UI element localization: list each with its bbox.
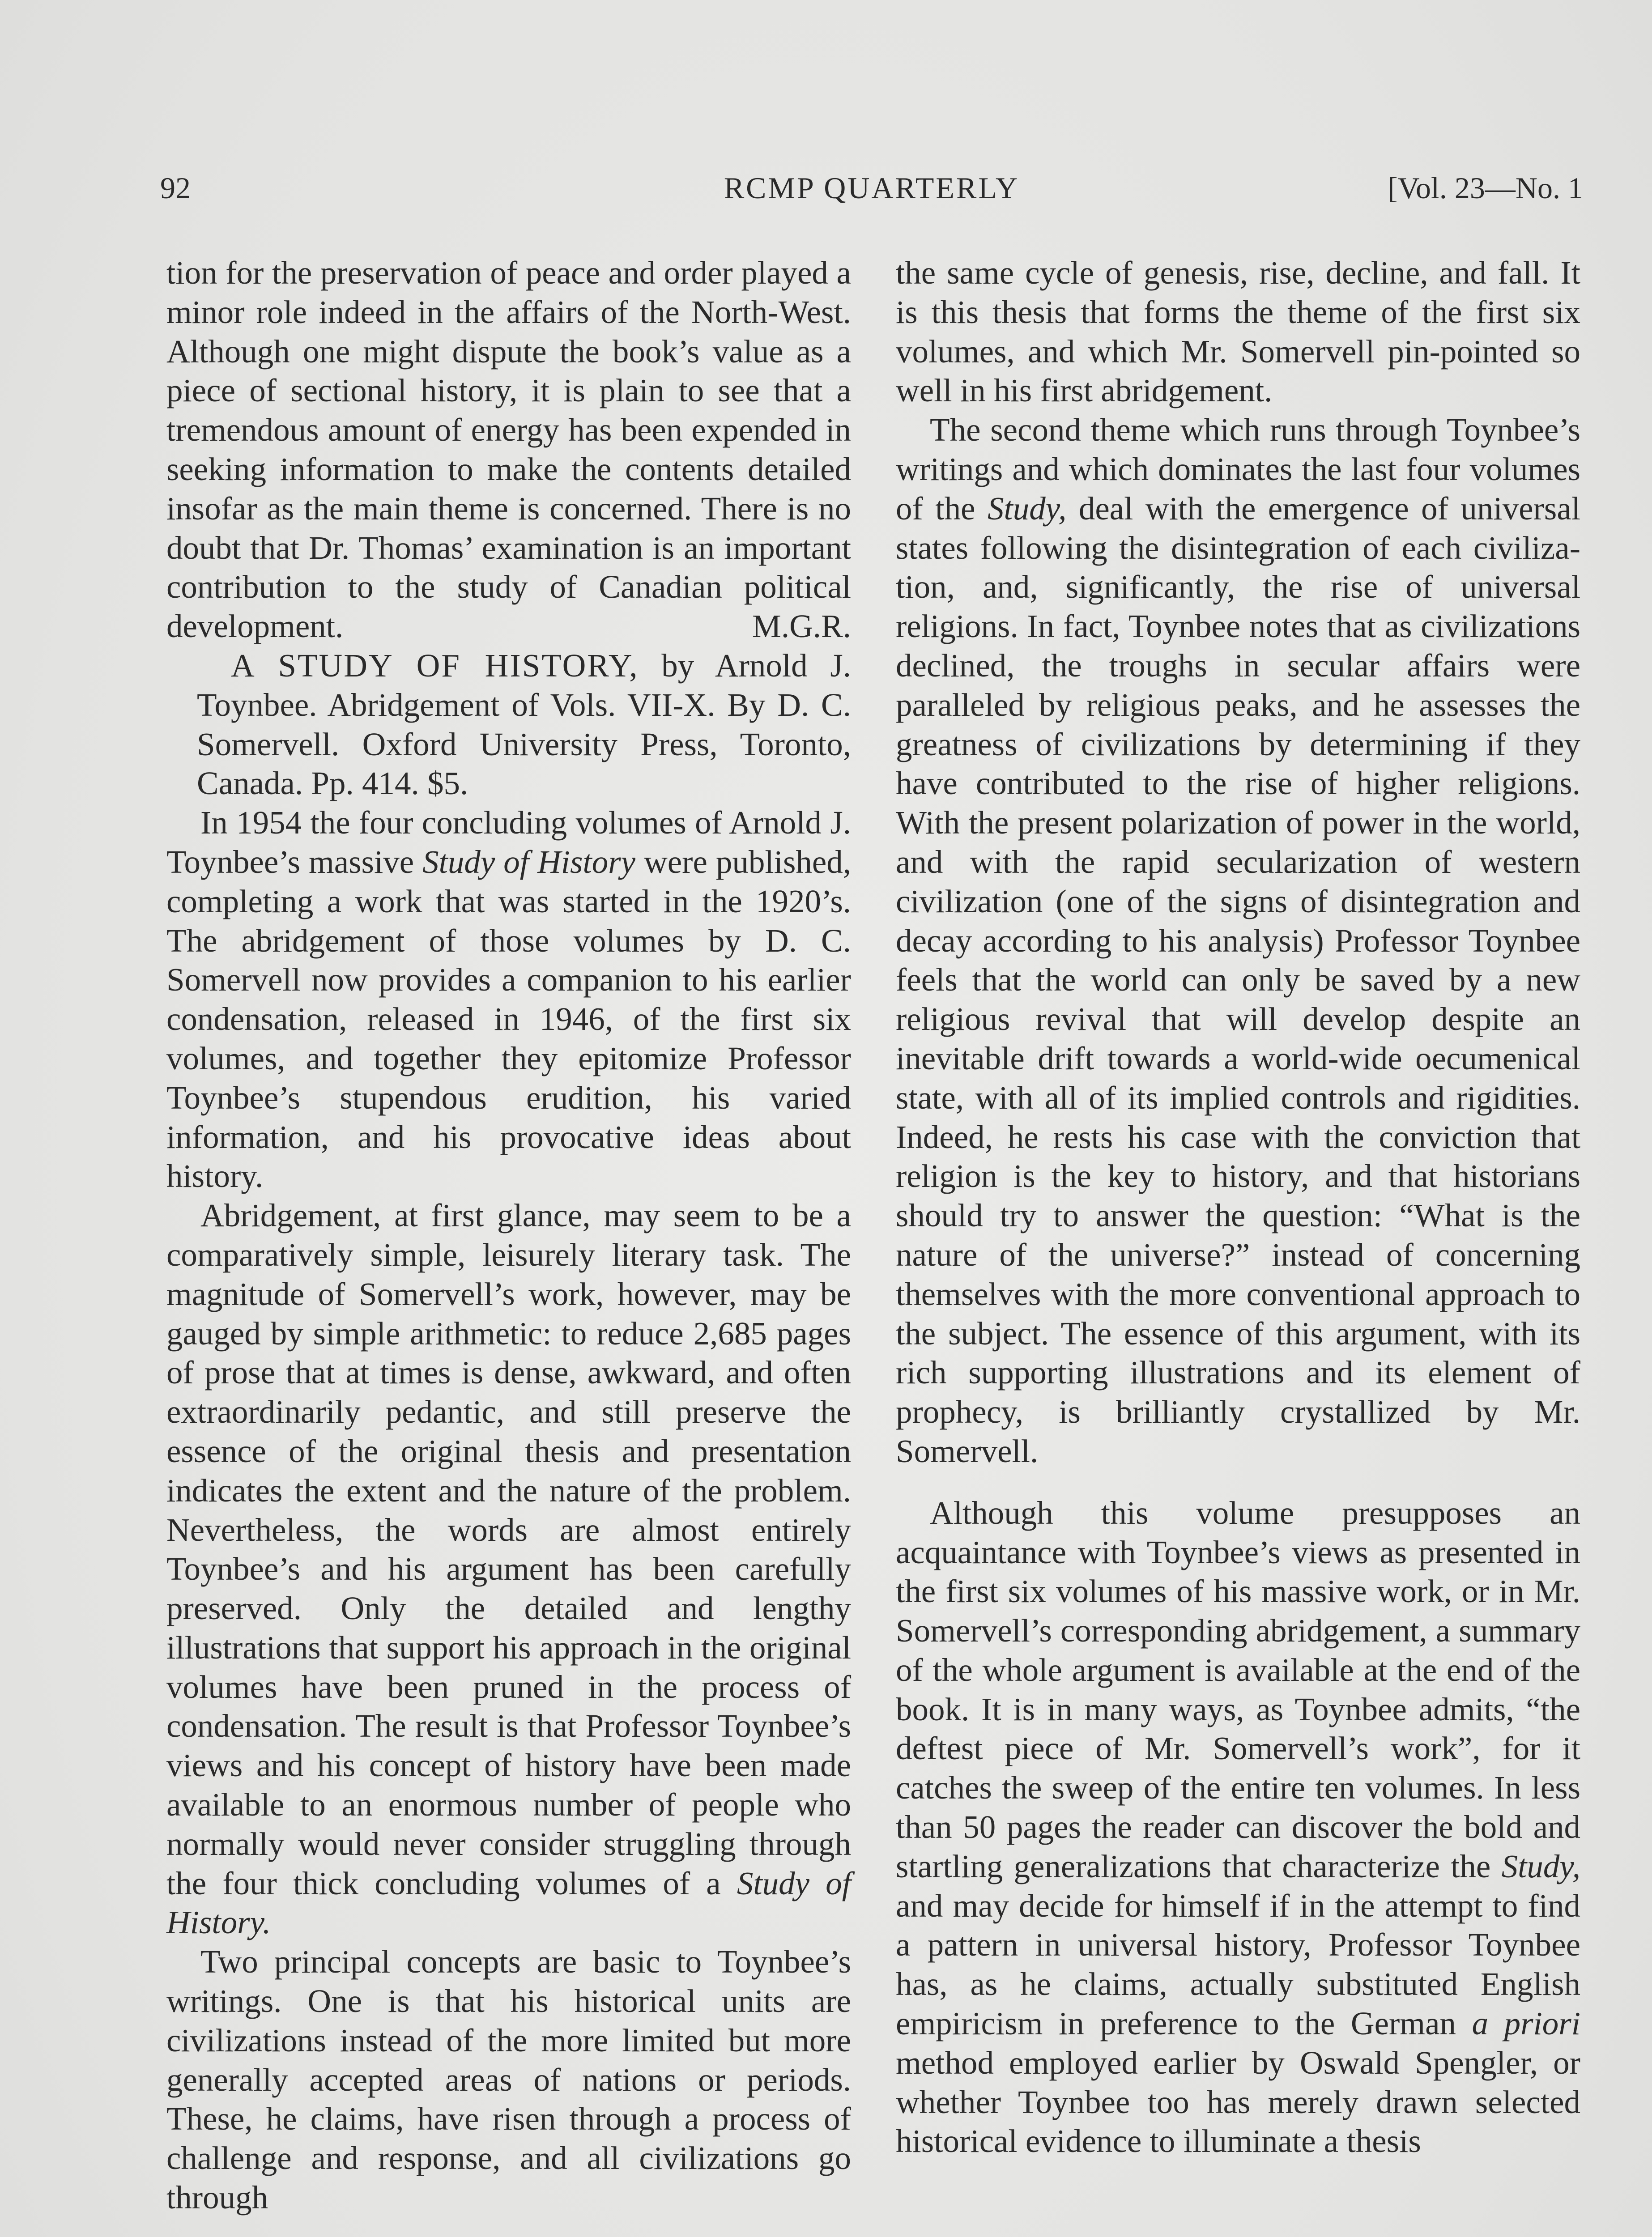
paragraph-second-theme-text-b: deal with the emergence of universal states following the disintegration of each civilization, and, significantly, the rise of universal religions. In fact, Toynbee notes that as civilizations declined, the troughs in secular affairs were paralleled by religious peaks, and he assesses the greatness of civilizations by determining if they have contributed to the rise of higher religions. With the present polarization of power in the world, and with the rapid secularization of western civilization (one of the signs of disintegration and decay according to his analysis) Professor Toynbee feels that the world can only be saved by a new religious revival that will develop despite an inevitable drift towards a world-wide oecumenical state, with all of its implied controls and rigidities. Indeed, he rests his case with the conviction that religion is the key to history, and that historians should try to answer the question: “What is the nature of the universe?” instead of concerning themselves with the more conventional approach to the subject. The essence of this argument, with its rich supporting illustrations and its element of prophecy, is brilliantly crystallized by Mr. Somervell. — [896, 490, 1580, 1469]
paragraph-second-theme-italic: Study, — [987, 490, 1067, 527]
journal-title: RCMP QUARTERLY — [724, 171, 1020, 205]
paragraph-abridgement-text: Abridgement, at first glance, may seem to be a comparatively simple, leisurely literary task. The magnitude of Somervell’s work, however, may be gauged by simple arithmetic: to reduce 2,685 pages of prose that at times is dense, awkward, and often extraordinarily pedantic, and still preserve the essence of the original thesis and presentation indicates the extent and the nature of the problem. Nevertheless, the words are almost entirely Toynbee’s and his argument has been carefully preserved. Only the detailed and lengthy illustrations that support his approach in the original volumes have been pruned in the process of condensation. The result is that Professor Toynbee’s views and his concept of history have been made available to an enormous number of people who normally would never consider struggling through the four thick concluding volumes of a — [166, 1197, 851, 1901]
paragraph-intro-text-b: were published, completing a work that was started in the 1920’s. The abridgement of those volumes by D. C. Somervell now provides a companion to his earlier condensation, released in 1946, of the first six volumes, and together they epitomize Professor Toynbee’s stupendous erudition, his varied information, and his provocative ideas about history. — [166, 843, 851, 1195]
paragraph-summary-text-a: Although this volume presupposes an acquaintance with Toynbee’s views as presented in the first six volumes of his massive work, or in Mr. Somervell’s corresponding abridgement, a summary of the whole argument is available at the end of the book. It is in many ways, as Toynbee admits, “the deftest piece of Mr. Somervell’s work”, for it catches the sweep of the entire ten volumes. In less than 50 pages the reader can discover the bold and startling generalizations that characterize the — [896, 1494, 1580, 1884]
review-continuation-paragraph — [166, 253, 851, 646]
paragraph-summary-text-b: and may decide for himself if in the attempt to find a pattern in universal history, Professor Toynbee has, as he claims, actually substituted English empiricism in preference to the German — [896, 1887, 1580, 2042]
volume-issue: [Vol. 23—No. 1 — [1388, 171, 1583, 205]
paragraph-abridgement — [166, 1196, 851, 1942]
paragraph-intro — [166, 803, 851, 1196]
paragraph-abridgement-italic: Study of History. — [166, 1865, 852, 1941]
paragraph-concepts-text: Two principal concepts are basic to Toynbee’s writings. One is that his historical units are civilizations instead of the more limited but more generally accepted areas of nations or periods. These, he claims, have risen through a process of challenge and response, and all civilizations go through — [166, 1944, 851, 2216]
paragraph-intro-italic: Study of History — [422, 843, 636, 880]
paragraph-cycle — [896, 253, 1580, 410]
paragraph-summary-italic-a: Study, — [1501, 1848, 1581, 1884]
reviewer-initials: M.G.R. — [752, 608, 851, 645]
right-column — [896, 253, 1580, 2161]
running-header — [160, 166, 1583, 210]
page-number: 92 — [160, 171, 191, 205]
paragraph-concepts — [166, 1942, 851, 2217]
paragraph-cycle-text: the same cycle of genesis, rise, decline, and fall. It is this thesis that forms the theme of the first six volumes, and which Mr. Somervell pin-pointed so well in his first abridgement. — [896, 255, 1580, 409]
left-column — [166, 253, 851, 2217]
book-details: by Arnold J. Toynbee. Abridgement of Vols. VII-X. By D. C. Somervell. Oxford University Press, Toronto, Canada. Pp. 414. $5. — [197, 647, 851, 802]
paragraph-second-theme-text-a: The second theme which runs through Toynbee’s writings and which dominates the last four volumes of the — [896, 412, 1580, 527]
paragraph-summary — [896, 1493, 1580, 2161]
paragraph-summary-italic-b: a priori — [1472, 2005, 1580, 2042]
review-continuation-text: tion for the preservation of peace and order played a minor role indeed in the affairs of the North-West. Although one might dispute the book’s value as a piece of sectional history, it is plain to see that a tremendous amount of energy has been expended in seeking information to make the contents detailed insofar as the main theme is concerned. There is no doubt that Dr. Thomas’ examination is an important contribution to the study of Canadian political development. — [166, 255, 851, 645]
book-title: A STUDY OF HISTORY, — [231, 647, 639, 684]
book-citation — [166, 646, 851, 803]
paragraph-intro-text-a: In 1954 the four concluding volumes of Arnold J. Toynbee’s massive — [166, 804, 851, 880]
paragraph-second-theme — [896, 410, 1580, 1471]
paragraph-summary-text-c: method employed earlier by Oswald Spengler, or whether Toynbee too has merely drawn selected historical evidence to illuminate a thesis — [896, 2044, 1580, 2160]
